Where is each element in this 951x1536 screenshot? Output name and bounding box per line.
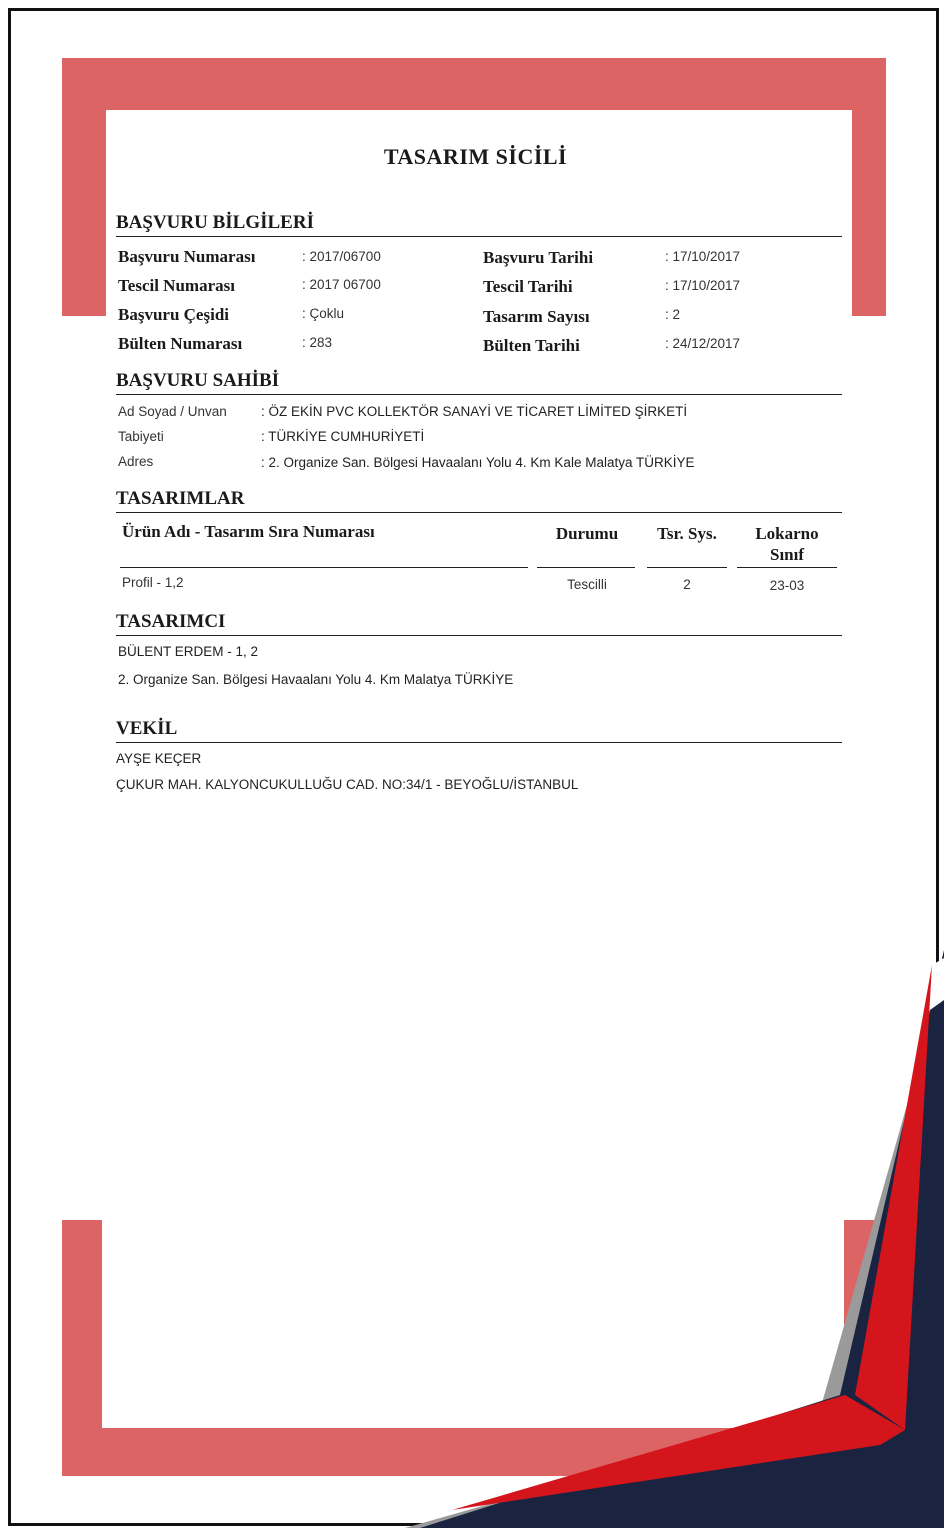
label-ad-soyad-unvan: Ad Soyad / Unvan: [118, 404, 227, 419]
section-heading-basvuru-bilgileri: BAŞVURU BİLGİLERİ: [116, 212, 842, 237]
value-bulten-tarihi: : 24/12/2017: [665, 336, 741, 351]
column-header-sinif: Sınıf: [769, 545, 805, 564]
column-header-tsr-sys: Tsr. Sys.: [657, 524, 717, 543]
tasarimci-name: BÜLENT ERDEM - 1, 2: [118, 644, 259, 659]
vekil-name: AYŞE KEÇER: [116, 751, 202, 766]
label-tasarim-sayisi: Tasarım Sayısı: [483, 307, 590, 326]
section-heading-tasarimci: TASARIMCI: [116, 611, 842, 636]
value-basvuru-cesidi: : Çoklu: [302, 306, 345, 321]
label-tescil-tarihi: Tescil Tarihi: [483, 277, 573, 296]
column-underline-tsr-sys: [647, 567, 727, 568]
cell-durumu: Tescilli: [567, 577, 607, 592]
section-heading-basvuru-sahibi: BAŞVURU SAHİBİ: [116, 370, 842, 395]
cell-tsr-sys: 2: [683, 577, 691, 592]
cell-urun-adi: Profil - 1,2: [122, 575, 184, 590]
value-tasarim-sayisi: : 2: [665, 307, 681, 322]
value-basvuru-numarasi: : 2017/06700: [302, 249, 381, 264]
value-basvuru-tarihi: : 17/10/2017: [665, 249, 741, 264]
column-header-durumu: Durumu: [555, 524, 619, 543]
value-tabiyeti: : TÜRKİYE CUMHURİYETİ: [261, 429, 425, 444]
label-adres: Adres: [118, 454, 154, 469]
label-basvuru-numarasi: Başvuru Numarası: [118, 247, 256, 266]
document-title: TASARIM SİCİLİ: [383, 144, 568, 169]
value-tescil-numarasi: : 2017 06700: [302, 277, 381, 292]
cell-lokarno: 23-03: [769, 578, 805, 593]
label-bulten-numarasi: Bülten Numarası: [118, 334, 243, 353]
label-tabiyeti: Tabiyeti: [118, 429, 164, 444]
column-header-urun-adi: Ürün Adı - Tasarım Sıra Numarası: [122, 522, 375, 541]
label-bulten-tarihi: Bülten Tarihi: [483, 336, 580, 355]
section-heading-vekil: VEKİL: [116, 718, 842, 743]
label-basvuru-tarihi: Başvuru Tarihi: [483, 248, 594, 267]
column-underline-urun-adi: [120, 567, 528, 568]
column-header-lokarno: Lokarno: [755, 524, 819, 543]
value-ad-soyad-unvan: : ÖZ EKİN PVC KOLLEKTÖR SANAYİ VE TİCARET LİMİTED ŞİRKETİ: [261, 404, 688, 419]
label-tescil-numarasi: Tescil Numarası: [118, 276, 235, 295]
value-adres: : 2. Organize San. Bölgesi Havaalanı Yolu 4. Km Kale Malatya TÜRKİYE: [261, 455, 695, 470]
vekil-address: ÇUKUR MAH. KALYONCUKULLUĞU CAD. NO:34/1 - BEYOĞLU/İSTANBUL: [116, 777, 579, 792]
column-underline-lokarno: [737, 567, 837, 568]
column-underline-durumu: [537, 567, 635, 568]
label-basvuru-cesidi: Başvuru Çeşidi: [118, 305, 229, 324]
section-heading-tasarimlar: TASARIMLAR: [116, 488, 842, 513]
value-bulten-numarasi: : 283: [302, 335, 333, 350]
value-tescil-tarihi: : 17/10/2017: [665, 278, 741, 293]
tasarimci-address: 2. Organize San. Bölgesi Havaalanı Yolu 4. Km Malatya TÜRKİYE: [118, 672, 514, 687]
